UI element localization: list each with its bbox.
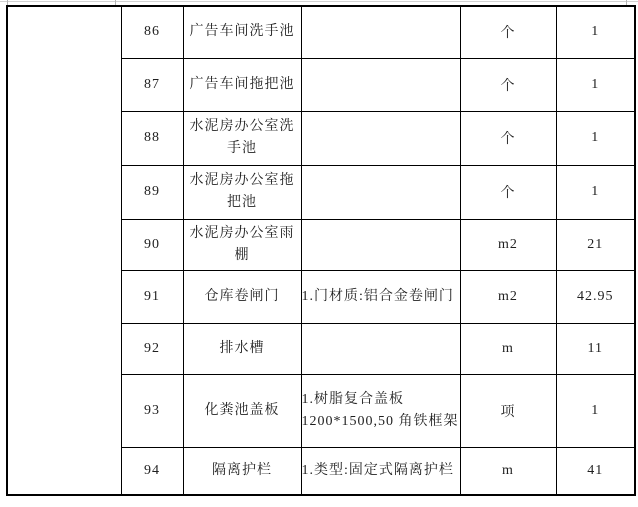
unit-cell: m (460, 323, 556, 374)
spec-cell (301, 165, 460, 219)
seq-cell: 87 (121, 58, 183, 111)
qty-cell: 11 (556, 323, 635, 374)
seq-cell: 93 (121, 374, 183, 447)
seq-cell: 89 (121, 165, 183, 219)
spec-cell: 1.门材质:铝合金卷闸门 (301, 270, 460, 323)
qty-cell: 41 (556, 447, 635, 495)
name-cell: 仓库卷闸门 (183, 270, 301, 323)
unit-cell: 个 (460, 6, 556, 58)
qty-cell: 21 (556, 219, 635, 270)
seq-cell: 88 (121, 111, 183, 165)
quantities-table (6, 5, 636, 496)
unit-cell: m2 (460, 219, 556, 270)
unit-cell: m (460, 447, 556, 495)
name-cell: 水泥房办公室拖把池 (183, 165, 301, 219)
name-cell: 化粪池盖板 (183, 374, 301, 447)
qty-cell: 1 (556, 111, 635, 165)
spec-cell (301, 6, 460, 58)
spec-cell: 1.树脂复合盖板 1200*1500,50 角铁框架 (301, 374, 460, 447)
table-row (7, 6, 635, 58)
seq-cell: 86 (121, 6, 183, 58)
qty-cell: 1 (556, 58, 635, 111)
seq-cell: 94 (121, 447, 183, 495)
spec-cell (301, 219, 460, 270)
qty-cell: 1 (556, 6, 635, 58)
spec-cell (301, 58, 460, 111)
name-cell: 广告车间拖把池 (183, 58, 301, 111)
unit-cell: 个 (460, 165, 556, 219)
name-cell: 广告车间洗手池 (183, 6, 301, 58)
name-cell: 隔离护栏 (183, 447, 301, 495)
seq-cell: 92 (121, 323, 183, 374)
qty-cell: 1 (556, 374, 635, 447)
name-cell: 排水槽 (183, 323, 301, 374)
spec-cell: 1.类型:固定式隔离护栏 (301, 447, 460, 495)
name-cell: 水泥房办公室洗手池 (183, 111, 301, 165)
qty-cell: 42.95 (556, 270, 635, 323)
qty-cell: 1 (556, 165, 635, 219)
empty-margin-cell (7, 6, 121, 495)
spec-cell (301, 111, 460, 165)
unit-cell: 个 (460, 111, 556, 165)
spec-cell (301, 323, 460, 374)
seq-cell: 91 (121, 270, 183, 323)
seq-cell: 90 (121, 219, 183, 270)
unit-cell: m2 (460, 270, 556, 323)
unit-cell: 个 (460, 58, 556, 111)
name-cell: 水泥房办公室雨棚 (183, 219, 301, 270)
unit-cell: 项 (460, 374, 556, 447)
cropped-row-hairline (0, 1, 638, 2)
